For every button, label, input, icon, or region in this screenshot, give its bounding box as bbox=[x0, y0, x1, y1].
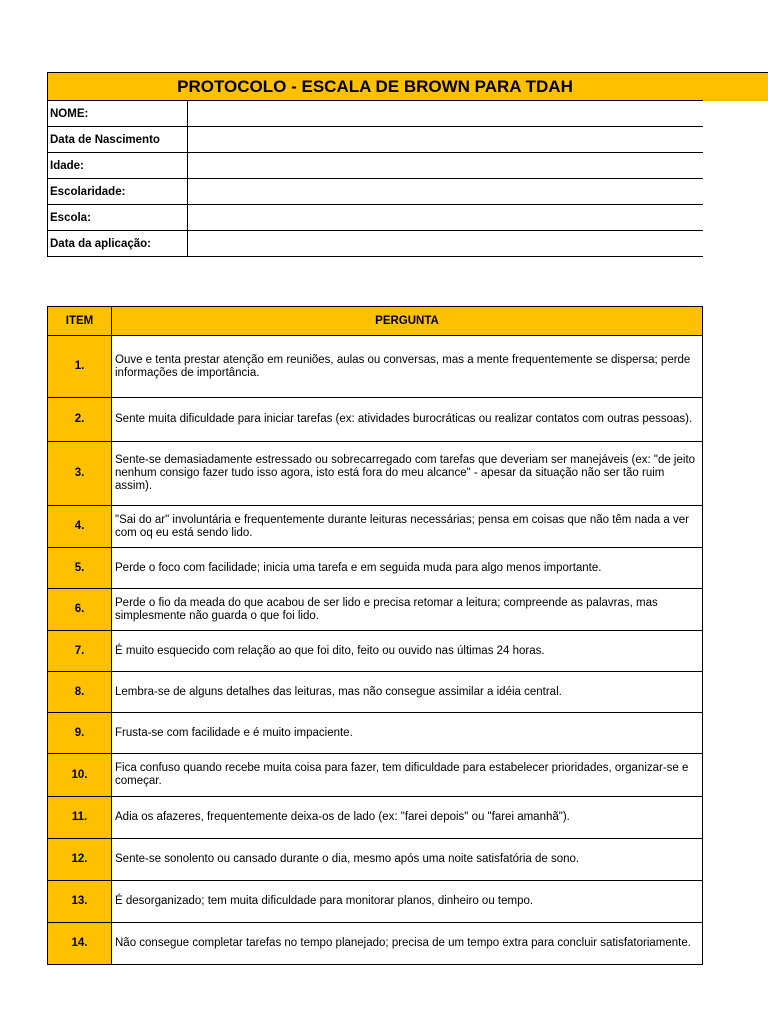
table-row bbox=[48, 336, 703, 398]
table-row bbox=[48, 923, 703, 965]
info-row bbox=[48, 205, 704, 231]
question-text: Adia os afazeres, frequentemente deixa-os de lado (ex: "farei depois" ou "farei amanhã"). bbox=[112, 797, 703, 839]
item-number: 13. bbox=[48, 881, 112, 923]
item-number: 12. bbox=[48, 839, 112, 881]
item-number: 5. bbox=[48, 548, 112, 589]
question-text: "Sai do ar" involuntária e frequentemente durante leituras necessárias; pensa em coisas que não têm nada a ver com oq eu está sendo lido. bbox=[112, 506, 703, 548]
table-row bbox=[48, 839, 703, 881]
info-row bbox=[48, 101, 704, 127]
table-row bbox=[48, 506, 703, 548]
name-field[interactable] bbox=[188, 101, 704, 127]
birthdate-field[interactable] bbox=[188, 127, 704, 153]
item-number: 4. bbox=[48, 506, 112, 548]
question-text: Sente-se demasiadamente estressado ou sobrecarregado com tarefas que deveriam ser manejáveis (ex: "de jeito nenhum consigo fazer tudo isso agora, isto está fora do meu alcance" - apesar da situação não ser tão ruim assim). bbox=[112, 442, 703, 506]
questions-table bbox=[47, 306, 703, 965]
education-field[interactable] bbox=[188, 179, 704, 205]
info-label: Escola: bbox=[48, 205, 188, 231]
table-row bbox=[48, 548, 703, 589]
item-number: 6. bbox=[48, 589, 112, 631]
item-number: 2. bbox=[48, 398, 112, 442]
item-number: 8. bbox=[48, 672, 112, 713]
question-text: Sente muita dificuldade para iniciar tarefas (ex: atividades burocráticas ou realizar contatos com outras pessoas). bbox=[112, 398, 703, 442]
info-label: Data de Nascimento bbox=[48, 127, 188, 153]
question-text: Sente-se sonolento ou cansado durante o dia, mesmo após uma noite satisfatória de sono. bbox=[112, 839, 703, 881]
question-text: Frusta-se com facilidade e é muito impaciente. bbox=[112, 713, 703, 754]
table-row bbox=[48, 754, 703, 797]
table-row bbox=[48, 797, 703, 839]
question-text: Lembra-se de alguns detalhes das leituras, mas não consegue assimilar a idéia central. bbox=[112, 672, 703, 713]
table-row bbox=[48, 672, 703, 713]
info-label: Escolaridade: bbox=[48, 179, 188, 205]
info-row bbox=[48, 153, 704, 179]
item-number: 11. bbox=[48, 797, 112, 839]
question-text: Perde o foco com facilidade; inicia uma tarefa e em seguida muda para algo menos importante. bbox=[112, 548, 703, 589]
title-bar bbox=[47, 72, 768, 101]
table-row bbox=[48, 631, 703, 672]
item-number: 1. bbox=[48, 336, 112, 398]
table-row bbox=[48, 881, 703, 923]
info-table bbox=[47, 100, 703, 257]
age-field[interactable] bbox=[188, 153, 704, 179]
item-number: 3. bbox=[48, 442, 112, 506]
item-number: 9. bbox=[48, 713, 112, 754]
table-row bbox=[48, 398, 703, 442]
table-row bbox=[48, 713, 703, 754]
item-number: 10. bbox=[48, 754, 112, 797]
application-date-field[interactable] bbox=[188, 231, 704, 257]
question-text: É muito esquecido com relação ao que foi dito, feito ou ouvido nas últimas 24 horas. bbox=[112, 631, 703, 672]
column-header-item: ITEM bbox=[48, 307, 112, 336]
info-row bbox=[48, 127, 704, 153]
info-label: Data da aplicação: bbox=[48, 231, 188, 257]
item-number: 7. bbox=[48, 631, 112, 672]
question-text: É desorganizado; tem muita dificuldade para monitorar planos, dinheiro ou tempo. bbox=[112, 881, 703, 923]
school-field[interactable] bbox=[188, 205, 704, 231]
info-label: NOME: bbox=[48, 101, 188, 127]
page-title: PROTOCOLO - ESCALA DE BROWN PARA TDAH bbox=[177, 77, 573, 96]
question-text: Fica confuso quando recebe muita coisa para fazer, tem dificuldade para estabelecer prioridades, organizar-se e começar. bbox=[112, 754, 703, 797]
info-row bbox=[48, 231, 704, 257]
info-row bbox=[48, 179, 704, 205]
question-text: Perde o fio da meada do que acabou de ser lido e precisa retomar a leitura; compreende as palavras, mas simplesmente não guarda o que foi lido. bbox=[112, 589, 703, 631]
question-text: Ouve e tenta prestar atenção em reuniões, aulas ou conversas, mas a mente frequentemente se dispersa; perde informações de importância. bbox=[112, 336, 703, 398]
table-row bbox=[48, 442, 703, 506]
column-header-question: PERGUNTA bbox=[112, 307, 703, 336]
table-row bbox=[48, 589, 703, 631]
item-number: 14. bbox=[48, 923, 112, 965]
question-text: Não consegue completar tarefas no tempo planejado; precisa de um tempo extra para concluir satisfatoriamente. bbox=[112, 923, 703, 965]
info-label: Idade: bbox=[48, 153, 188, 179]
table-header-row bbox=[48, 307, 703, 336]
